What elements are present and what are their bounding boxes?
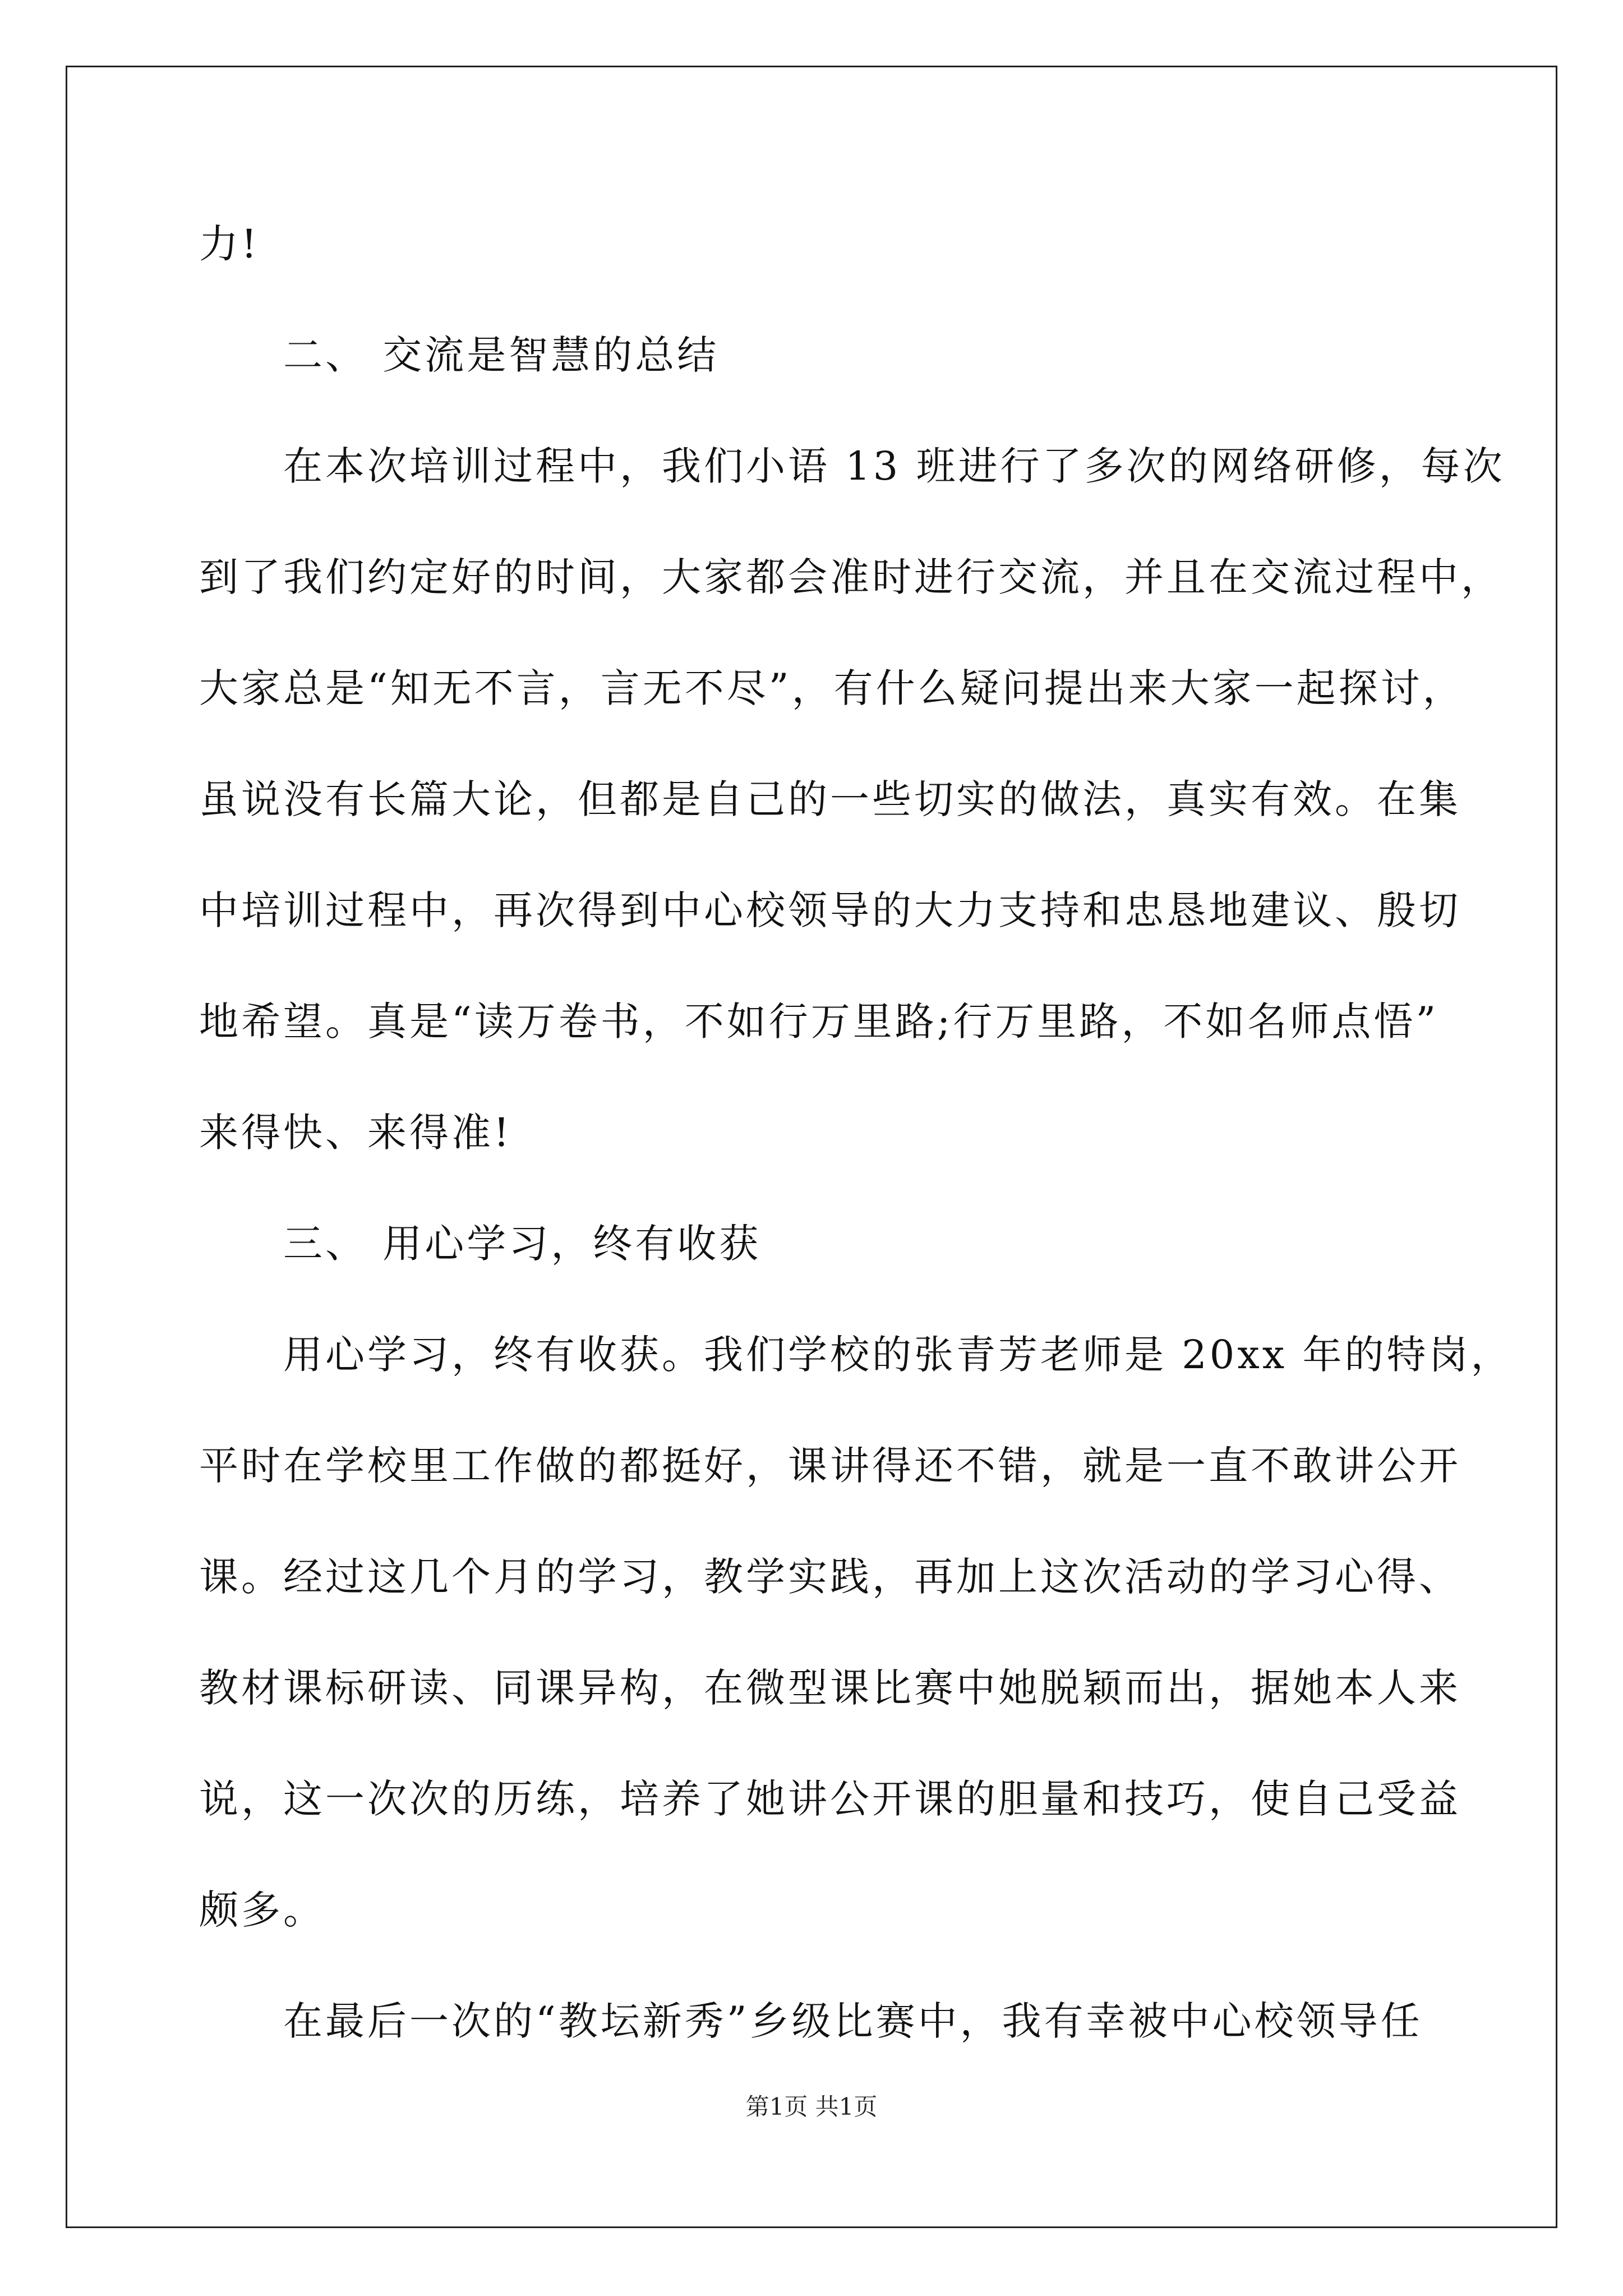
text-line: 到了我们约定好的时间，大家都会准时进行交流，并且在交流过程中， xyxy=(199,554,1503,600)
text-line: 平时在学校里工作做的都挺好，课讲得还不错，就是一直不敢讲公开 xyxy=(199,1443,1461,1489)
text-line: 颇多。 xyxy=(199,1887,325,1933)
text-line: 虽说没有长篇大论，但都是自己的一些切实的做法，真实有效。在集 xyxy=(199,776,1461,822)
text-line: 大家总是“知无不言，言无不尽”，有什么疑问提出来大家一起探讨， xyxy=(199,665,1465,711)
text-line: 来得快、来得准! xyxy=(199,1110,513,1156)
section-heading: 三、 用心学习，终有收获 xyxy=(283,1221,762,1267)
text-line: 在本次培训过程中，我们小语 13 班进行了多次的网络研修，每次 xyxy=(283,443,1505,489)
text-line: 说，这一次次的历练，培养了她讲公开课的胆量和技巧，使自己受益 xyxy=(199,1776,1461,1822)
text-line: 力! xyxy=(199,221,260,267)
section-heading: 二、 交流是智慧的总结 xyxy=(283,332,720,378)
text-line: 中培训过程中，再次得到中心校领导的大力支持和忠恳地建议、殷切 xyxy=(199,887,1461,933)
text-line: 地希望。真是“读万卷书，不如行万里路;行万里路，不如名师点悟” xyxy=(199,999,1439,1045)
page-footer: 第1页 共1页 xyxy=(745,2093,878,2120)
text-line: 在最后一次的“教坛新秀”乡级比赛中，我有幸被中心校领导任 xyxy=(283,1998,1423,2044)
text-line: 课。经过这几个月的学习，教学实践，再加上这次活动的学习心得、 xyxy=(199,1554,1461,1600)
text-line: 教材课标研读、同课异构，在微型课比赛中她脱颖而出，据她本人来 xyxy=(199,1665,1461,1711)
text-line: 用心学习，终有收获。我们学校的张青芳老师是 20xx 年的特岗， xyxy=(283,1332,1513,1378)
